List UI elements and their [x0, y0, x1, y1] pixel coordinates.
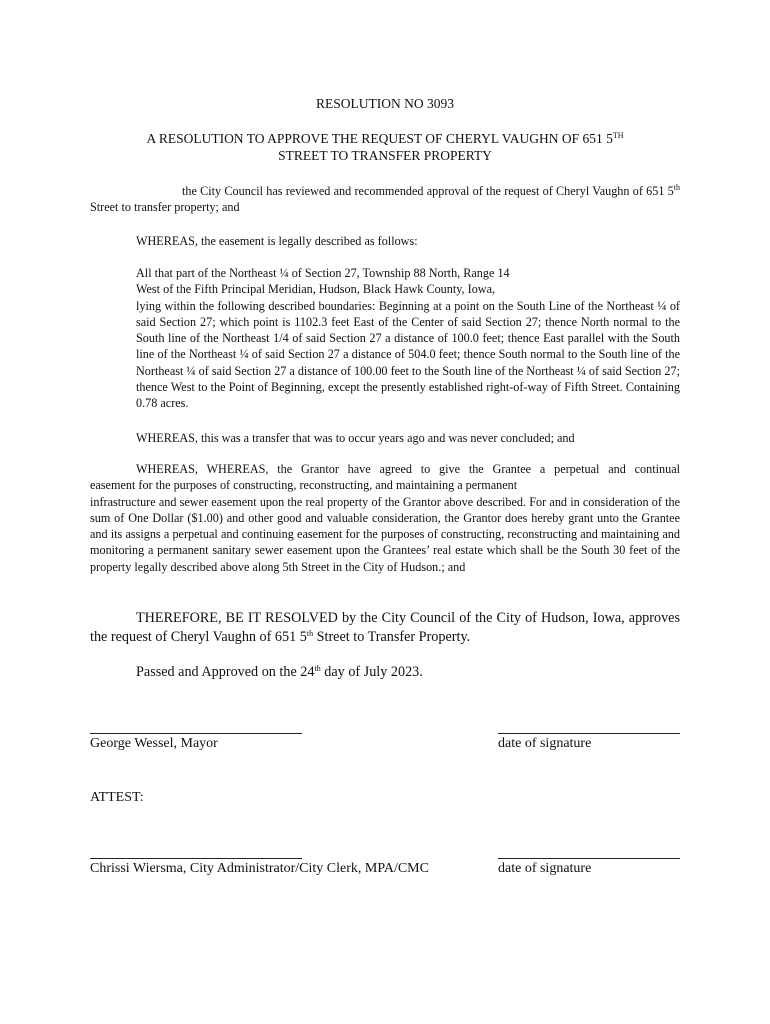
whereas-grantor-paragraph [90, 461, 680, 575]
intro-paragraph: the City Council has reviewed and recommended approval of the request of Cheryl Vaughn of 651 5th Street to transfer property; and [90, 183, 680, 215]
therefore-paragraph: THEREFORE, BE IT RESOLVED by the City Council of the City of Hudson, Iowa, approves the request of Cheryl Vaughn of 651 5th Street to Transfer Property. [90, 610, 680, 645]
attest-label: ATTEST: [90, 790, 144, 805]
grantor-line-1: WHEREAS, WHEREAS, the Grantor have agreed to give the Grantee a perpetual and continual [136, 462, 680, 476]
clerk-signature-line [90, 858, 302, 859]
passed-paragraph: Passed and Approved on the 24th day of July 2023. [136, 664, 423, 680]
clerk-date-label: date of signature [498, 861, 592, 876]
grantor-line-2: easement for the purposes of constructing, reconstructing, and maintaining a permanent [90, 478, 518, 493]
mayor-signature-line [90, 733, 302, 734]
resolution-title [90, 130, 680, 164]
mayor-date-label: date of signature [498, 736, 592, 751]
legal-line-2: West of the Fifth Principal Meridian, Hudson, Black Hawk County, Iowa, [136, 282, 496, 297]
title-line-1: A RESOLUTION TO APPROVE THE REQUEST OF CHERYL VAUGHN OF 651 5TH [146, 131, 624, 146]
resolution-number: RESOLUTION NO 3093 [316, 96, 454, 111]
whereas-easement-paragraph: WHEREAS, the easement is legally described as follows: [136, 234, 418, 248]
whereas-transfer-paragraph: WHEREAS, this was a transfer that was to occur years ago and was never concluded; and [136, 431, 575, 445]
clerk-date-line [498, 858, 680, 859]
legal-description [136, 265, 680, 412]
grantor-body: infrastructure and sewer easement upon the real property of the Grantor above described. For and in consideration of the sum of One Dollar ($1.00) and other good and valuable consideration, the Grantor does hereby grant unto the Grantee and its assigns a perpetual and continuing easement for the purposes of constructing, reconstructing and maintaining and monitoring a permanent sanitary sewer easement upon the Grantees’ real estate which shall be the South 30 feet of the property legally described above along 5th Street in the City of Hudson.; and [90, 494, 680, 574]
mayor-date-line [498, 733, 680, 734]
legal-body: lying within the following described boundaries: Beginning at a point on the South Line of the Northeast ¼ of said Section 27; which point is 1102.3 feet East of the Center of said Section 27; thence North normal to the South line of the Northeast 1/4 of said Section 27 a distance of 100.0 feet; thence East parallel with the South line of the Northeast ¼ of said Section 27 a distance of 504.0 feet; thence South normal to the South line of the Northeast ¼ of said Section 27 a distance of 100.00 feet to the South line of the Northeast ¼ of said Section 27; thence West to the Point of Beginning, except the presently established right-of-way of Fifth Street. Containing 0.78 acres. [136, 298, 680, 411]
mayor-label: George Wessel, Mayor [90, 736, 218, 751]
title-line-2: STREET TO TRANSFER PROPERTY [278, 148, 492, 163]
legal-line-1: All that part of the Northeast ¼ of Section 27, Township 88 North, Range 14 [136, 266, 510, 280]
clerk-label: Chrissi Wiersma, City Administrator/City Clerk, MPA/CMC [90, 861, 429, 876]
